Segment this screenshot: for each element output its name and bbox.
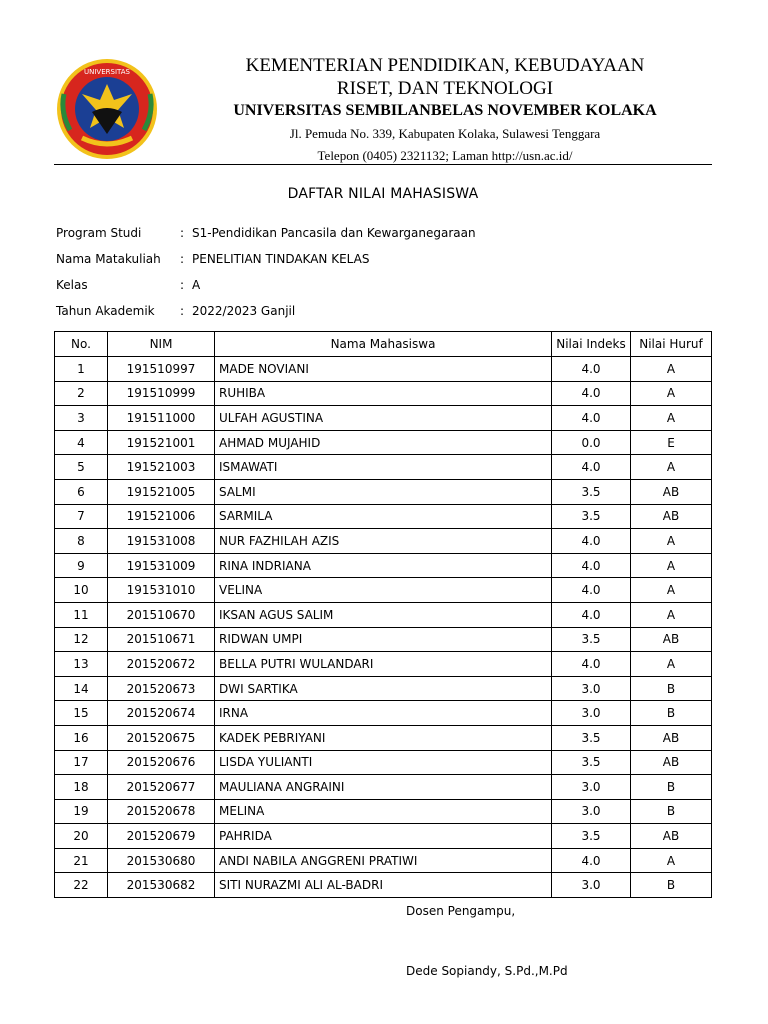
cell-letter: AB [631,627,712,652]
info-value: PENELITIAN TINDAKAN KELAS [192,252,370,266]
cell-index: 4.0 [552,381,631,406]
cell-nim: 201530680 [108,848,215,873]
cell-name: RUHIBA [215,381,552,406]
table-body [55,357,712,898]
cell-no: 6 [55,479,108,504]
table-header-row [55,332,712,357]
cell-letter: A [631,357,712,382]
university-logo [52,54,162,164]
cell-letter: B [631,676,712,701]
info-value: A [192,278,201,292]
cell-letter: A [631,578,712,603]
header-name: Nama Mahasiswa [215,332,552,357]
cell-no: 3 [55,406,108,431]
info-value: S1-Pendidikan Pancasila dan Kewarganegaraan [192,226,476,240]
info-separator: : [180,278,185,292]
letterhead-divider [54,164,712,165]
info-separator: : [180,226,185,240]
cell-index: 3.0 [552,701,631,726]
cell-nim: 201520673 [108,676,215,701]
cell-no: 15 [55,701,108,726]
header-no: No. [55,332,108,357]
cell-no: 16 [55,725,108,750]
cell-no: 10 [55,578,108,603]
cell-index: 4.0 [552,455,631,480]
table-row [55,430,712,455]
table-row [55,455,712,480]
cell-nim: 191521001 [108,430,215,455]
info-row-class [56,272,476,298]
cell-index: 0.0 [552,430,631,455]
info-value: 2022/2023 Ganjil [192,304,296,318]
cell-nim: 201520674 [108,701,215,726]
cell-letter: A [631,406,712,431]
table-row [55,406,712,431]
cell-name: MAULIANA ANGRAINI [215,775,552,800]
cell-no: 4 [55,430,108,455]
cell-no: 21 [55,848,108,873]
table-row [55,701,712,726]
cell-letter: B [631,701,712,726]
cell-index: 3.5 [552,750,631,775]
cell-nim: 191521005 [108,479,215,504]
cell-nim: 201520676 [108,750,215,775]
table-row [55,529,712,554]
table-row [55,357,712,382]
cell-name: NUR FAZHILAH AZIS [215,529,552,554]
cell-index: 3.0 [552,799,631,824]
signature-name: Dede Sopiandy, S.Pd.,M.Pd [406,964,568,978]
letterhead [180,54,710,167]
cell-index: 4.0 [552,553,631,578]
table-row [55,578,712,603]
info-row-course [56,246,476,272]
cell-no: 22 [55,873,108,898]
cell-letter: AB [631,725,712,750]
cell-index: 3.0 [552,676,631,701]
cell-nim: 191531010 [108,578,215,603]
cell-letter: B [631,775,712,800]
cell-nim: 201530682 [108,873,215,898]
cell-letter: AB [631,824,712,849]
ministry-name-line1: KEMENTERIAN PENDIDIKAN, KEBUDAYAAN [245,55,645,76]
cell-index: 3.5 [552,627,631,652]
cell-index: 4.0 [552,848,631,873]
cell-name: DWI SARTIKA [215,676,552,701]
cell-letter: AB [631,504,712,529]
info-separator: : [180,304,185,318]
info-label: Tahun Akademik [56,304,155,318]
cell-name: RINA INDRIANA [215,553,552,578]
university-name: UNIVERSITAS SEMBILANBELAS NOVEMBER KOLAKA [233,102,657,119]
table-row [55,824,712,849]
cell-letter: A [631,381,712,406]
info-label: Program Studi [56,226,142,240]
header-index: Nilai Indeks [552,332,631,357]
cell-nim: 191510997 [108,357,215,382]
cell-letter: A [631,848,712,873]
cell-no: 13 [55,652,108,677]
table-row [55,627,712,652]
table-row [55,725,712,750]
cell-no: 2 [55,381,108,406]
cell-letter: A [631,455,712,480]
info-label: Nama Matakuliah [56,252,161,266]
cell-letter: AB [631,750,712,775]
cell-name: ULFAH AGUSTINA [215,406,552,431]
course-info [56,220,476,324]
cell-no: 1 [55,357,108,382]
cell-nim: 191521003 [108,455,215,480]
table-row [55,799,712,824]
cell-name: LISDA YULIANTI [215,750,552,775]
cell-no: 5 [55,455,108,480]
cell-index: 3.0 [552,873,631,898]
cell-nim: 191511000 [108,406,215,431]
cell-index: 4.0 [552,357,631,382]
table-row [55,652,712,677]
cell-index: 3.5 [552,824,631,849]
cell-name: PAHRIDA [215,824,552,849]
cell-nim: 191531009 [108,553,215,578]
cell-index: 3.5 [552,479,631,504]
cell-index: 4.0 [552,602,631,627]
ministry-name-line2: RISET, DAN TEKNOLOGI [336,78,554,99]
grades-table [54,331,712,898]
cell-no: 20 [55,824,108,849]
cell-nim: 201520675 [108,725,215,750]
cell-letter: A [631,529,712,554]
document-title: DAFTAR NILAI MAHASISWA [287,186,479,202]
table-row [55,750,712,775]
cell-name: MELINA [215,799,552,824]
cell-nim: 201510670 [108,602,215,627]
cell-no: 7 [55,504,108,529]
cell-nim: 201520678 [108,799,215,824]
university-contact: Telepon (0405) 2321132; Laman http://usn.ac.id/ [317,148,573,163]
info-row-year [56,298,476,324]
cell-name: SARMILA [215,504,552,529]
cell-index: 4.0 [552,529,631,554]
university-address: Jl. Pemuda No. 339, Kabupaten Kolaka, Sulawesi Tenggara [289,126,601,141]
cell-no: 18 [55,775,108,800]
cell-name: AHMAD MUJAHID [215,430,552,455]
cell-no: 8 [55,529,108,554]
cell-nim: 201520677 [108,775,215,800]
cell-no: 9 [55,553,108,578]
cell-no: 14 [55,676,108,701]
cell-name: VELINA [215,578,552,603]
table-row [55,479,712,504]
cell-name: ISMAWATI [215,455,552,480]
cell-name: SALMI [215,479,552,504]
cell-letter: B [631,873,712,898]
cell-nim: 201510671 [108,627,215,652]
cell-no: 11 [55,602,108,627]
cell-letter: A [631,602,712,627]
header-nim: NIM [108,332,215,357]
cell-index: 4.0 [552,578,631,603]
header-letter: Nilai Huruf [631,332,712,357]
info-separator: : [180,252,185,266]
logo-text: UNIVERSITAS [84,68,130,76]
cell-index: 4.0 [552,406,631,431]
info-row-program [56,220,476,246]
cell-nim: 191531008 [108,529,215,554]
table-row [55,553,712,578]
cell-letter: E [631,430,712,455]
cell-name: RIDWAN UMPI [215,627,552,652]
table-row [55,873,712,898]
cell-nim: 191521006 [108,504,215,529]
cell-no: 17 [55,750,108,775]
cell-name: IKSAN AGUS SALIM [215,602,552,627]
table-row [55,775,712,800]
table-row [55,848,712,873]
table-row [55,504,712,529]
cell-name: SITI NURAZMI ALI AL-BADRI [215,873,552,898]
cell-nim: 191510999 [108,381,215,406]
table-row [55,602,712,627]
cell-no: 19 [55,799,108,824]
cell-letter: AB [631,479,712,504]
cell-nim: 201520672 [108,652,215,677]
cell-index: 3.5 [552,725,631,750]
signature-title: Dosen Pengampu, [406,904,516,918]
cell-name: BELLA PUTRI WULANDARI [215,652,552,677]
cell-index: 3.0 [552,775,631,800]
info-label: Kelas [56,278,88,292]
cell-name: IRNA [215,701,552,726]
cell-index: 4.0 [552,652,631,677]
cell-name: KADEK PEBRIYANI [215,725,552,750]
cell-name: ANDI NABILA ANGGRENI PRATIWI [215,848,552,873]
table-row [55,676,712,701]
table-row [55,381,712,406]
cell-nim: 201520679 [108,824,215,849]
cell-name: MADE NOVIANI [215,357,552,382]
cell-letter: A [631,553,712,578]
cell-letter: A [631,652,712,677]
cell-letter: B [631,799,712,824]
cell-index: 3.5 [552,504,631,529]
cell-no: 12 [55,627,108,652]
